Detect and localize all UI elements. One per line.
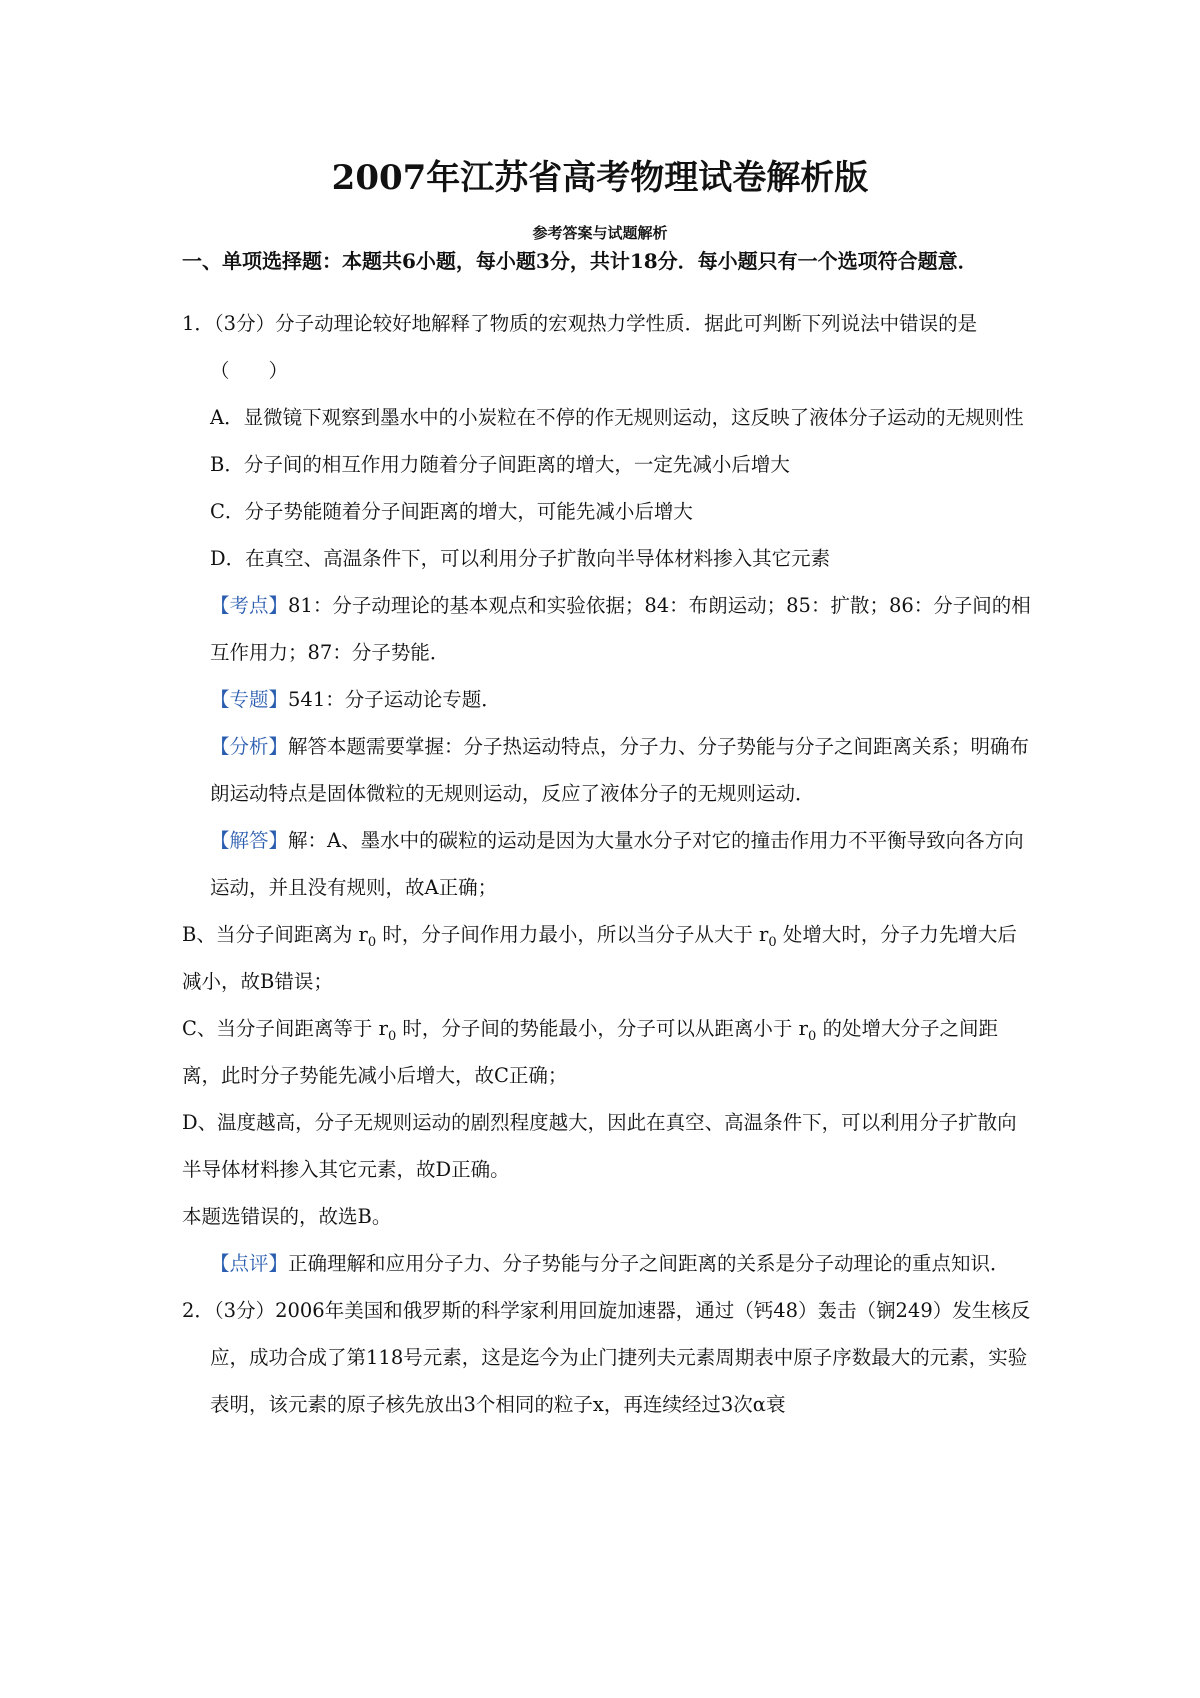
question-1-jieda-c [182,1005,1032,1099]
question-1-kaodian [182,582,1032,676]
question-2-stem: 2．（3分）2006年美国和俄罗斯的科学家利用回旋加速器，通过（钙48）轰击（锎249）发生核反应，成功合成了第118号元素，这是迄今为止门捷列夫元素周期表中原子序数最大的元素，实验表明，该元素的原子核先放出3个相同的粒子x，再连续经过3次α衰 [182,1299,1031,1416]
jieda-c-part: 的处增大分子之间距离，此时分子势能先减小后增大，故C正确； [182,1017,998,1087]
question-1-fenxi [182,723,1032,817]
question-1-option-b: B．分子间的相互作用力随着分子间距离的增大，一定先减小后增大 [210,453,790,476]
jieda-b-part: 时，分子间作用力最小，所以当分子从大于 r [376,923,769,946]
kaodian-tag: 【考点】 [210,594,289,617]
question-1-jieda-b [182,911,1032,1005]
question-1-jieda-d: D、温度越高，分子无规则运动的剧烈程度越大，因此在真空、高温条件下，可以利用分子扩散向半导体材料掺入其它元素，故D正确。 [182,1111,1017,1181]
document-title: 2007年江苏省高考物理试卷解析版 [331,158,869,198]
question-1-option-d: D．在真空、高温条件下，可以利用分子扩散向半导体材料掺入其它元素 [210,547,831,570]
question-1-zhuanti [182,676,1032,723]
jieda-c-part: C、当分子间距离等于 r [182,1017,388,1040]
section-heading: 一、单项选择题：本题共6小题，每小题3分，共计18分．每小题只有一个选项符合题意． [182,249,978,273]
jieda-b-part: B、当分子间距离为 r [182,923,368,946]
zhuanti-tag: 【专题】 [210,688,289,711]
question-1-dianping [182,1240,1032,1287]
subscript-zero: 0 [367,934,377,950]
subscript-zero: 0 [768,934,777,950]
document-body [182,300,1032,1428]
question-1-stem: 1．（3分）分子动理论较好地解释了物质的宏观热力学性质．据此可判断下列说法中错误的是（ ） [182,312,978,382]
zhuanti-text: 541：分子运动论专题． [288,688,501,711]
question-1-option-c: C．分子势能随着分子间距离的增大，可能先减小后增大 [210,500,693,523]
jieda-tag: 【解答】 [210,829,289,852]
dianping-tag: 【点评】 [210,1252,289,1275]
jieda-c-part: 时，分子间的势能最小，分子可以从距离小于 r [396,1017,808,1040]
dianping-text: 正确理解和应用分子力、分子势能与分子之间距离的关系是分子动理论的重点知识． [288,1252,1010,1275]
subscript-zero: 0 [807,1028,817,1044]
question-1-option-a: A．显微镜下观察到墨水中的小炭粒在不停的作无规则运动，这反映了液体分子运动的无规则性 [210,406,1024,429]
question-1-jieda-a [182,817,1032,911]
jieda-a-text: 解：A、墨水中的碳粒的运动是因为大量水分子对它的撞击作用力不平衡导致向各方向运动，并且没有规则，故A正确； [210,829,1024,899]
subscript-zero: 0 [387,1028,397,1044]
jieda-b-part: 处增大时，分子力先增大后减小，故B错误； [182,923,1017,993]
fenxi-text: 解答本题需要掌握：分子热运动特点，分子力、分子势能与分子之间距离关系；明确布朗运动特点是固体微粒的无规则运动，反应了液体分子的无规则运动． [210,735,1030,805]
question-1-jieda-end: 本题选错误的，故选B。 [182,1205,392,1228]
fenxi-tag: 【分析】 [210,735,289,758]
document-subtitle: 参考答案与试题解析 [532,224,668,242]
kaodian-text: 81：分子动理论的基本观点和实验依据；84：布朗运动；85：扩散；86：分子间的相互作用力；87：分子势能． [210,594,1031,664]
